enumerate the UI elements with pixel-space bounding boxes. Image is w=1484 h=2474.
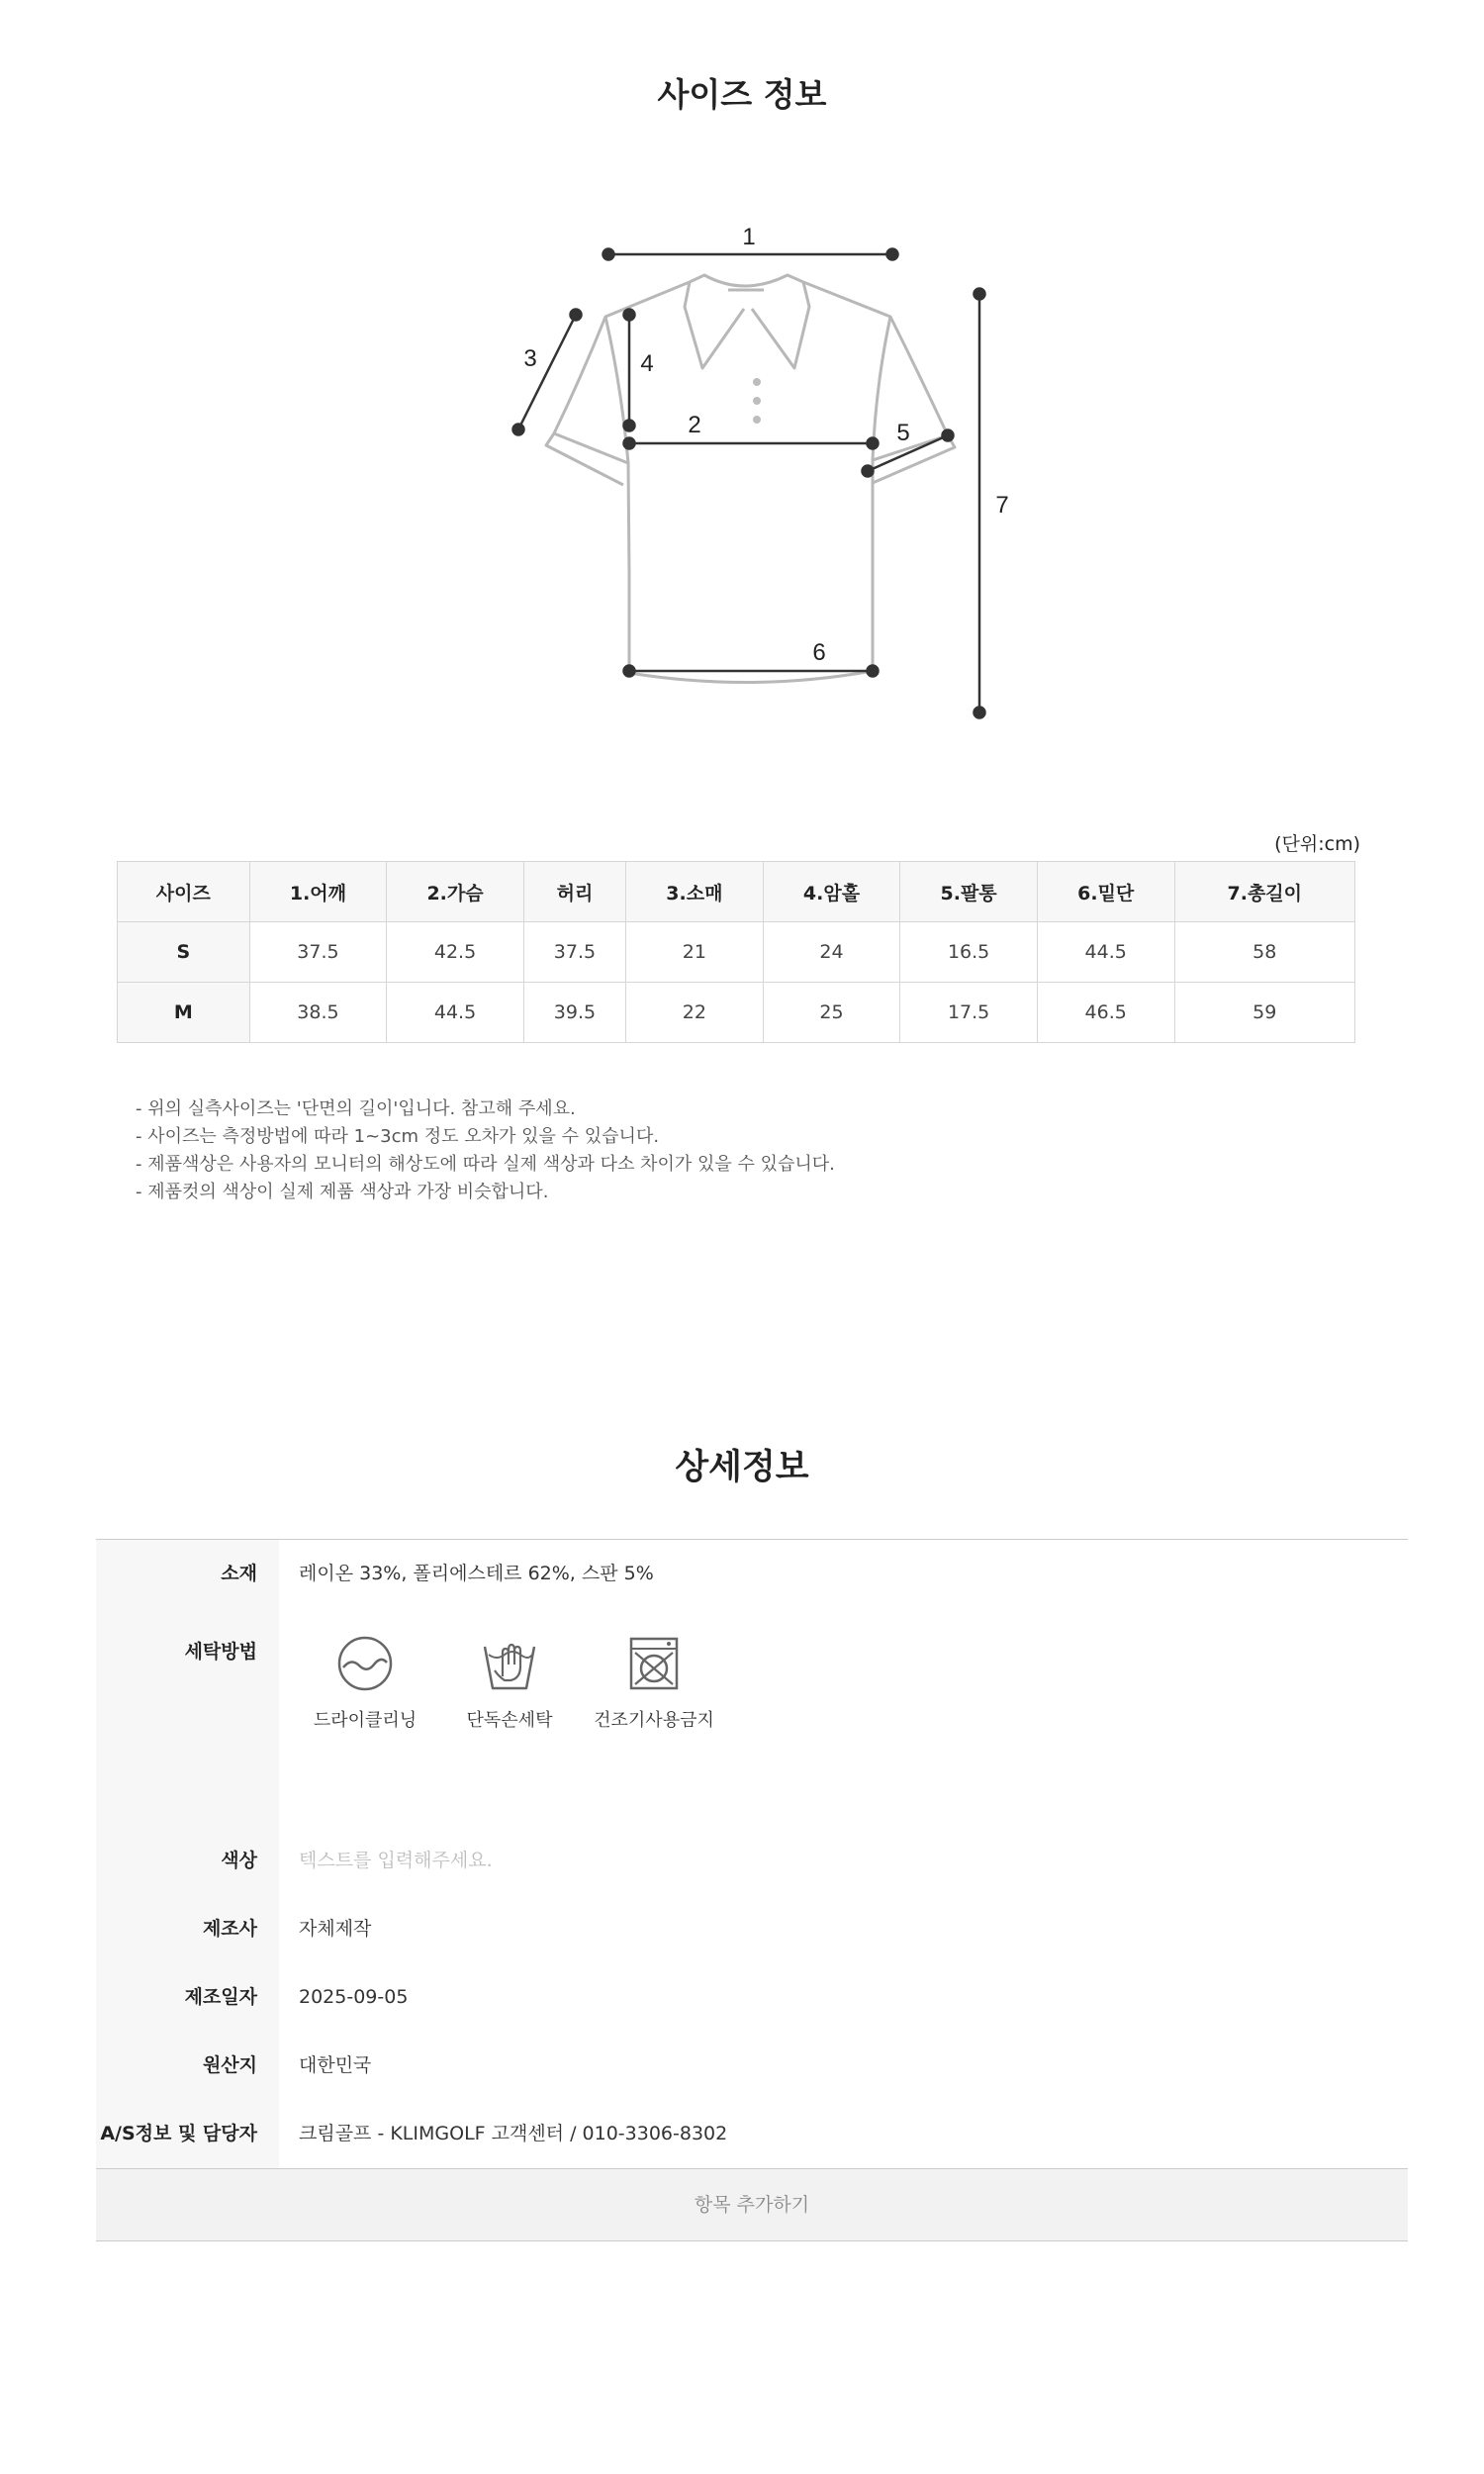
table-header-row bbox=[118, 862, 1355, 922]
detail-row-as-info bbox=[96, 2100, 1408, 2168]
detail-row-color bbox=[96, 1827, 1408, 1895]
color-input[interactable]: 텍스트를 입력해주세요. bbox=[299, 1850, 493, 1871]
column-header: 3.소매 bbox=[626, 862, 764, 922]
size-notes bbox=[136, 1095, 835, 1206]
detail-label: 색상 bbox=[96, 1827, 279, 1895]
measure-label-3: 3 bbox=[523, 345, 537, 372]
detail-label: 세탁방법 bbox=[96, 1607, 279, 1827]
measure-label-6: 6 bbox=[812, 639, 826, 666]
column-header: 6.밑단 bbox=[1037, 862, 1174, 922]
detail-value: 2025-09-05 bbox=[299, 1986, 409, 2008]
table-row bbox=[118, 983, 1355, 1043]
note-line: - 위의 실측사이즈는 '단면의 길이'입니다. 참고해 주세요. bbox=[136, 1098, 576, 1119]
column-header: 1.어깨 bbox=[249, 862, 387, 922]
table-cell: 42.5 bbox=[387, 922, 524, 983]
care-item bbox=[455, 1633, 564, 1732]
size-table bbox=[117, 861, 1355, 1043]
hand-wash-icon bbox=[479, 1633, 540, 1694]
column-header: 7.총길이 bbox=[1174, 862, 1354, 922]
table-cell: 17.5 bbox=[900, 983, 1038, 1043]
table-row bbox=[118, 922, 1355, 983]
table-cell: 44.5 bbox=[1037, 922, 1174, 983]
table-cell: 22 bbox=[626, 983, 764, 1043]
column-header: 2.가슴 bbox=[387, 862, 524, 922]
care-label: 건조기사용금지 bbox=[594, 1710, 714, 1731]
detail-row-washing bbox=[96, 1607, 1408, 1827]
detail-value: 크림골프 - KLIMGOLF 고객센터 / 010-3306-8302 bbox=[299, 2123, 728, 2144]
table-cell: 46.5 bbox=[1037, 983, 1174, 1043]
unit-label: (단위:cm) bbox=[1274, 833, 1360, 855]
column-header: 허리 bbox=[523, 862, 625, 922]
no-tumble-dry-icon bbox=[623, 1633, 685, 1694]
detail-row-origin bbox=[96, 2032, 1408, 2100]
table-cell: 39.5 bbox=[523, 983, 625, 1043]
measure-label-1: 1 bbox=[742, 224, 756, 250]
table-cell: 37.5 bbox=[249, 922, 387, 983]
add-item-button[interactable]: 항목 추가하기 bbox=[96, 2168, 1408, 2241]
detail-label: 제조일자 bbox=[96, 1963, 279, 2032]
detail-row-manufacturer bbox=[96, 1895, 1408, 1963]
dry-clean-icon bbox=[334, 1633, 396, 1694]
table-cell: 58 bbox=[1174, 922, 1354, 983]
table-cell: 21 bbox=[626, 922, 764, 983]
detail-value: 자체제작 bbox=[299, 1918, 372, 1940]
detail-label: A/S정보 및 담당자 bbox=[96, 2100, 279, 2168]
note-line: - 제품색상은 사용자의 모니터의 해상도에 따라 실제 색상과 다소 차이가 있을 수 있습니다. bbox=[136, 1154, 835, 1175]
detail-label: 원산지 bbox=[96, 2032, 279, 2100]
detail-label: 제조사 bbox=[96, 1895, 279, 1963]
detail-label: 소재 bbox=[96, 1540, 279, 1607]
measure-label-5: 5 bbox=[896, 420, 910, 446]
table-cell: 25 bbox=[763, 983, 900, 1043]
detail-value: 레이온 33%, 폴리에스테르 62%, 스판 5% bbox=[299, 1563, 654, 1584]
table-cell: 24 bbox=[763, 922, 900, 983]
shirt-measurement-diagram bbox=[485, 213, 1009, 727]
column-header: 사이즈 bbox=[118, 862, 250, 922]
detail-info-table bbox=[96, 1539, 1408, 2241]
note-line: - 제품컷의 색상이 실제 제품 색상과 가장 비슷합니다. bbox=[136, 1182, 549, 1202]
column-header: 4.암홀 bbox=[763, 862, 900, 922]
table-cell: 38.5 bbox=[249, 983, 387, 1043]
detail-info-title: 상세정보 bbox=[675, 1448, 809, 1487]
measure-label-7: 7 bbox=[995, 492, 1009, 519]
care-label: 드라이클리닝 bbox=[313, 1710, 417, 1731]
measure-label-2: 2 bbox=[688, 412, 701, 438]
size-info-title: 사이즈 정보 bbox=[657, 75, 827, 114]
care-item bbox=[594, 1633, 714, 1732]
detail-row-date bbox=[96, 1963, 1408, 2032]
note-line: - 사이즈는 측정방법에 따라 1~3cm 정도 오차가 있을 수 있습니다. bbox=[136, 1126, 660, 1147]
table-cell: 59 bbox=[1174, 983, 1354, 1043]
detail-value: 대한민국 bbox=[299, 2054, 372, 2076]
column-header: 5.팔통 bbox=[900, 862, 1038, 922]
care-item bbox=[311, 1633, 419, 1732]
washing-icons bbox=[279, 1607, 1408, 1827]
size-cell: S bbox=[118, 922, 250, 983]
table-cell: 16.5 bbox=[900, 922, 1038, 983]
size-cell: M bbox=[118, 983, 250, 1043]
detail-row-material bbox=[96, 1540, 1408, 1607]
care-label: 단독손세탁 bbox=[466, 1710, 553, 1731]
table-cell: 37.5 bbox=[523, 922, 625, 983]
measure-label-4: 4 bbox=[640, 350, 654, 377]
table-cell: 44.5 bbox=[387, 983, 524, 1043]
